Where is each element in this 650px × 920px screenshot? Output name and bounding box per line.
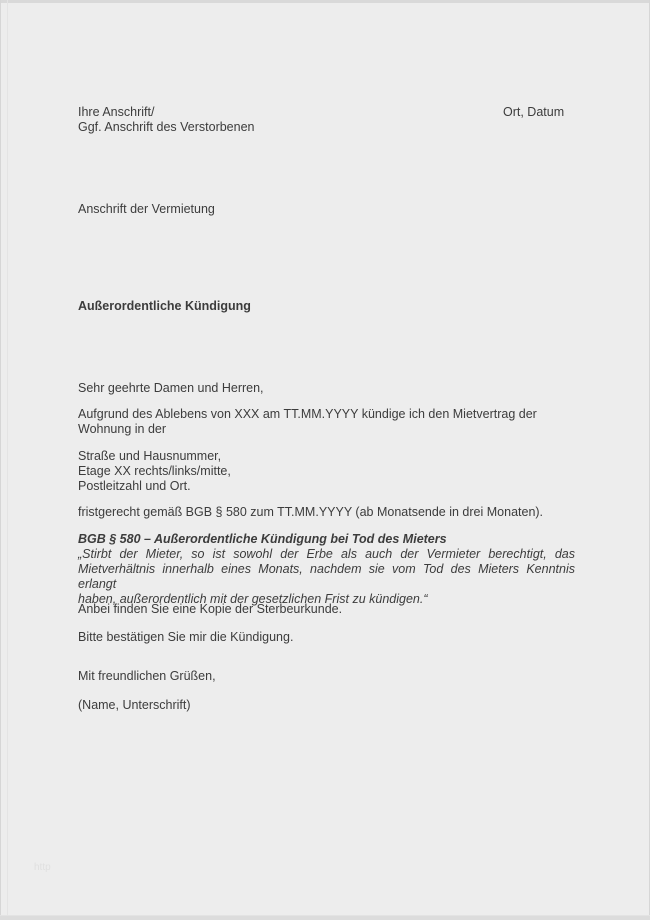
closing-line: Mit freundlichen Grüßen,	[78, 669, 216, 683]
law-heading: BGB § 580 – Außerordentliche Kündigung bei Tod des Mieters	[78, 532, 447, 546]
page-bottom-border	[0, 916, 650, 920]
law-citation-block	[78, 532, 575, 607]
attachment-paragraph: Anbei finden Sie eine Kopie der Sterbeurkunde.	[78, 602, 343, 616]
sender-address-block	[78, 105, 575, 135]
property-address-line: Etage XX rechts/links/mitte,	[78, 464, 231, 478]
salutation: Sehr geehrte Damen und Herren,	[78, 381, 264, 395]
property-address-paragraph	[78, 449, 575, 494]
deadline-paragraph: fristgerecht gemäß BGB § 580 zum TT.MM.YYYY (ab Monatsende in drei Monaten).	[78, 505, 544, 519]
reason-line: Wohnung in der	[78, 422, 167, 436]
law-quote-line: haben, außerordentlich mit der gesetzlichen Frist zu kündigen.“	[78, 592, 428, 606]
page-left-border	[0, 0, 1, 920]
place-date-line: Ort, Datum	[503, 105, 565, 119]
subject-line: Außerordentliche Kündigung	[78, 299, 251, 313]
watermark-text: http	[34, 862, 51, 873]
reason-line: Aufgrund des Ablebens von XXX am TT.MM.YYYY kündige ich den Mietvertrag der	[78, 407, 537, 421]
reason-paragraph	[78, 407, 575, 437]
sender-address-line: Ihre Anschrift/	[78, 105, 155, 119]
sender-address-line: Ggf. Anschrift des Verstorbenen	[78, 120, 255, 134]
law-quote-line: Mietverhältnis innerhalb eines Monats, nachdem sie vom Tod des Mieters Kenntnis erlangt	[78, 562, 575, 591]
recipient-address-block: Anschrift der Vermietung	[78, 202, 215, 216]
property-address-line: Straße und Hausnummer,	[78, 449, 222, 463]
signature-placeholder: (Name, Unterschrift)	[78, 698, 191, 712]
page-top-border	[0, 0, 650, 3]
page-left-inner-border	[7, 0, 8, 920]
confirmation-paragraph: Bitte bestätigen Sie mir die Kündigung.	[78, 630, 294, 644]
law-quote-line: „Stirbt der Mieter, so ist sowohl der Erbe als auch der Vermieter berechtigt, das	[78, 547, 575, 561]
property-address-line: Postleitzahl und Ort.	[78, 479, 191, 493]
